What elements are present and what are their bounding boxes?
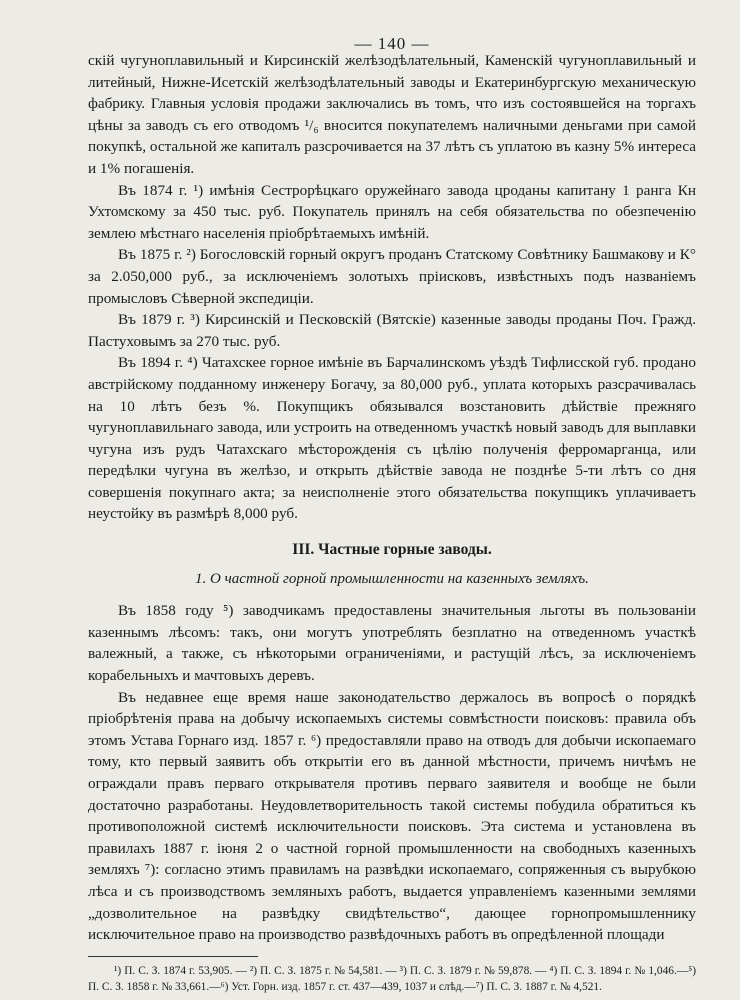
footnotes [88,963,696,995]
paragraph: скій чугуноплавильный и Кирсинскій желѣзодѣлательный, Каменскій чугуноплавильный и литейный, Нижне-Исетскій желѣзодѣлательный заводы и Екатеринбургскую механическую фабрику. Главныя условія продажи заключались въ томъ, что изъ состоявшейся на торгахъ цѣны за заводъ съ его отводомъ ¹/₆ вносится покупателемъ наличными деньгами при самой покупкѣ, остальной же капиталъ разсрочивается на 37 лѣтъ съ уплатою въ казну 5% интереса и 1% погашенія. [88,52,696,177]
main-text [88,50,696,946]
paragraph: Въ 1858 году ⁵) заводчикамъ предоставлены значительныя льготы въ пользованіи казеннымъ лѣсомъ: такъ, они могутъ употреблять безплатно на отведенномъ участкѣ валежный, а также, съ нѣкоторыми ограниченіями, и растущій лѣсъ, за исключеніемъ корабельныхъ и мачтовыхъ деревъ. [88,602,696,685]
footnote-text: ¹) П. С. З. 1874 г. 53,905. — ²) П. С. З. 1875 г. № 54,581. — ³) П. С. З. 1879 г. № 59,878. — ⁴) П. С. З. 1894 г. № 1,046.—⁵) П. С. З. 1858 г. № 33,661.—⁶) Уст. Горн. изд. 1857 г. ст. 437—439, 1037 и слѣд.—⁷) П. С. З. 1887 г. № 4,521. [88,964,696,993]
subsection-title: 1. О частной горной промышленности на казенныхъ земляхъ. [195,570,589,587]
footnote-divider [88,956,258,957]
paragraph: Въ 1879 г. ³) Кирсинскій и Песковскій (Вятскіе) казенные заводы проданы Поч. Гражд. Пастуховымъ за 270 тыс. руб. [88,311,696,350]
paragraph: Въ 1894 г. ⁴) Чатахскее горное имѣніе въ Барчалинскомъ уѣздѣ Тифлисской губ. продано австрійскому подданному инженеру Богачу, за 80,000 руб., уплата которыхъ разсрачивалась на 10 лѣтъ безъ %. Покупщикъ обязывался возстановить дѣйствіе прежняго чугуноплавильнаго завода, или устроить на отведенномъ участкѣ новый заводъ для выплавки чугуна изъ рудъ Чатахскаго мѣсторожденія съ цѣлію полученія ферромарганца, или передѣлки чугуна въ желѣзо, и открыть дѣйствіе завода не позднѣе 5-ти лѣтъ со дня совершенія покупнаго акта; за неисполненіе этого обязательства покупщикъ уплачиваетъ неустойку въ размѣрѣ 8,000 руб. [88,354,696,523]
paragraph: Въ 1874 г. ¹) имѣнія Сестрорѣцкаго оружейнаго завода цроданы капитану 1 ранга Кн Ухтомскому за 450 тыс. руб. Покупатель принялъ на себя обязательства по обезпеченію землею мѣстнаго населенія пріобрѣтаемыхъ имѣній. [88,181,696,242]
section-title: III. Частные горные заводы. [292,541,492,559]
paragraph: Въ недавнее еще время наше законодательство держалось въ вопросѣ о порядкѣ пріобрѣтенія права на добычу ископаемыхъ системы совмѣстности поисковъ: правила объ этомъ Устава Горнаго изд. 1857 г. ⁶) предоставляли право на отводъ для добычи ископаемаго тому, кто первый заявитъ объ открытіи его въ данной мѣстности, причемъ ничѣмъ не ограждали правъ перваго открывателя противъ перваго заявителя и вообще не были достаточно разработаны. Неудовлетворительность такой системы побудила обратиться къ противоположной системѣ исключительности поисковъ. Эта система и установлена въ правилахъ 1887 г. іюня 2 о частной горной промышленности на свободныхъ казенныхъ земляхъ ⁷): согласно этимъ правиламъ на развѣдки ископаемаго, сопряженныя съ вырубкою лѣса и съ производствомъ земляныхъ работъ, выдается управленіемъ казенными землями „дозволительное на развѣдку свидѣтельство“, дающее горнопромышленнику исключительное право на производство развѣдочныхъ работъ въ опредѣленной площади [88,688,696,944]
paragraph: Въ 1875 г. ²) Богословскій горный округъ проданъ Статскому Совѣтнику Башмакову и К° за 2.050,000 руб., за исключеніемъ золотыхъ пріисковъ, извѣстныхъ подъ названіемъ промысловъ Сѣверной экспедиціи. [88,246,696,307]
page-number: — 140 — [354,34,430,53]
